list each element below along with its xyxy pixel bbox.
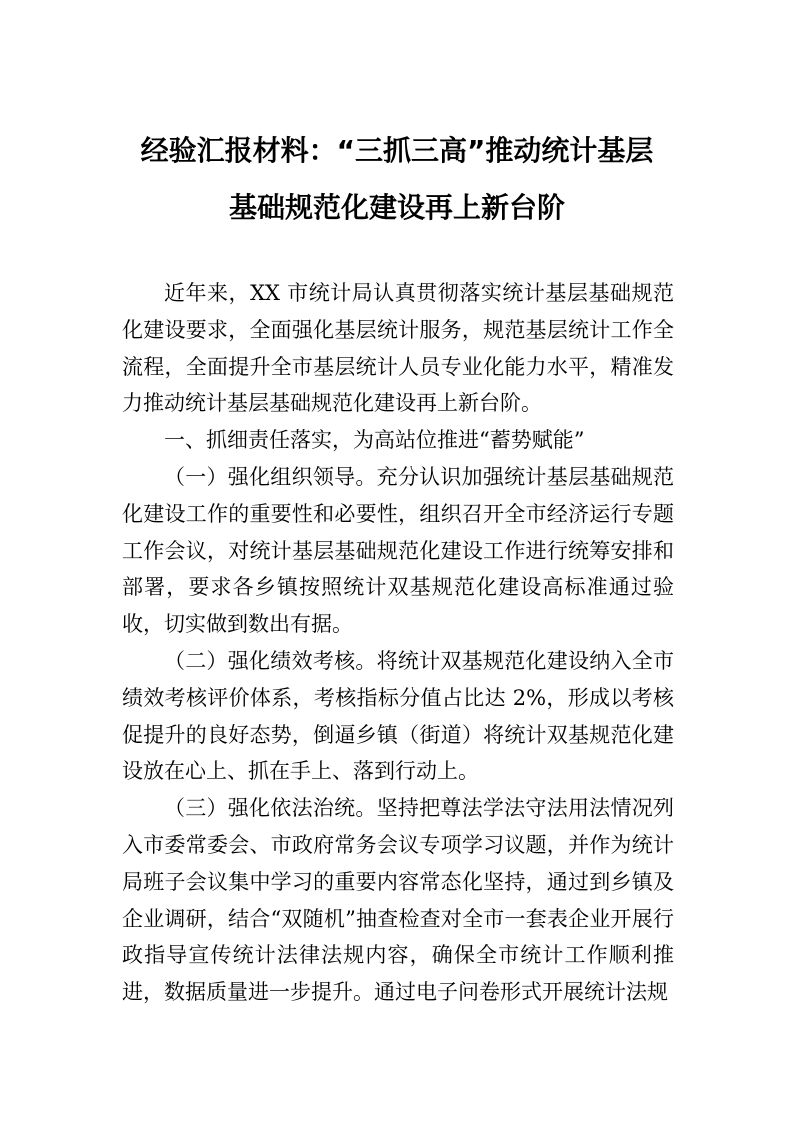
subsection-paragraph-3: （三）强化依法治统。坚持把尊法学法守法用法情况列入市委常委会、市政府常务会议专项学习议题，并作为统计局班子会议集中学习的重要内容常态化坚持，通过到乡镇及企业调研，结合“双随机”抽查检查对全市一套表企业开展行政指导宣传统计法律法规内容，确保全市统计工作顺利推进，数据质量进一步提升。通过电子问卷形式开展统计法规 bbox=[122, 796, 674, 1005]
document-title-line-1: 经验汇报材料：“三抓三高”推动统计基层 bbox=[140, 134, 654, 167]
document-body bbox=[122, 275, 674, 1011]
subsection-paragraph-1: （一）强化组织领导。充分认识加强统计基层基础规范化建设工作的重要性和必要性，组织召开全市经济运行专题工作会议，对统计基层基础规范化建设工作进行统筹安排和部署，要求各乡镇按照统计双基规范化建设高标准通过验收，切实做到数出有据。 bbox=[122, 464, 674, 637]
intro-paragraph: 近年来，XX 市统计局认真贯彻落实统计基层基础规范化建设要求，全面强化基层统计服务，规范基层统计工作全流程，全面提升全市基层统计人员专业化能力水平，精准发力推动统计基层基础规范化建设再上新台阶。 bbox=[122, 281, 674, 416]
section-heading-1: 一、抓细责任落实，为高站位推进“蓄势赋能” bbox=[164, 428, 585, 453]
subsection-paragraph-2: （二）强化绩效考核。将统计双基规范化建设纳入全市绩效考核评价体系，考核指标分值占比达 2%，形成以考核促提升的良好态势，倒逼乡镇（街道）将统计双基规范化建设放在心上、抓在手上、落到行动上。 bbox=[122, 648, 674, 784]
document-title-line-2: 基础规范化建设再上新台阶 bbox=[228, 191, 565, 224]
